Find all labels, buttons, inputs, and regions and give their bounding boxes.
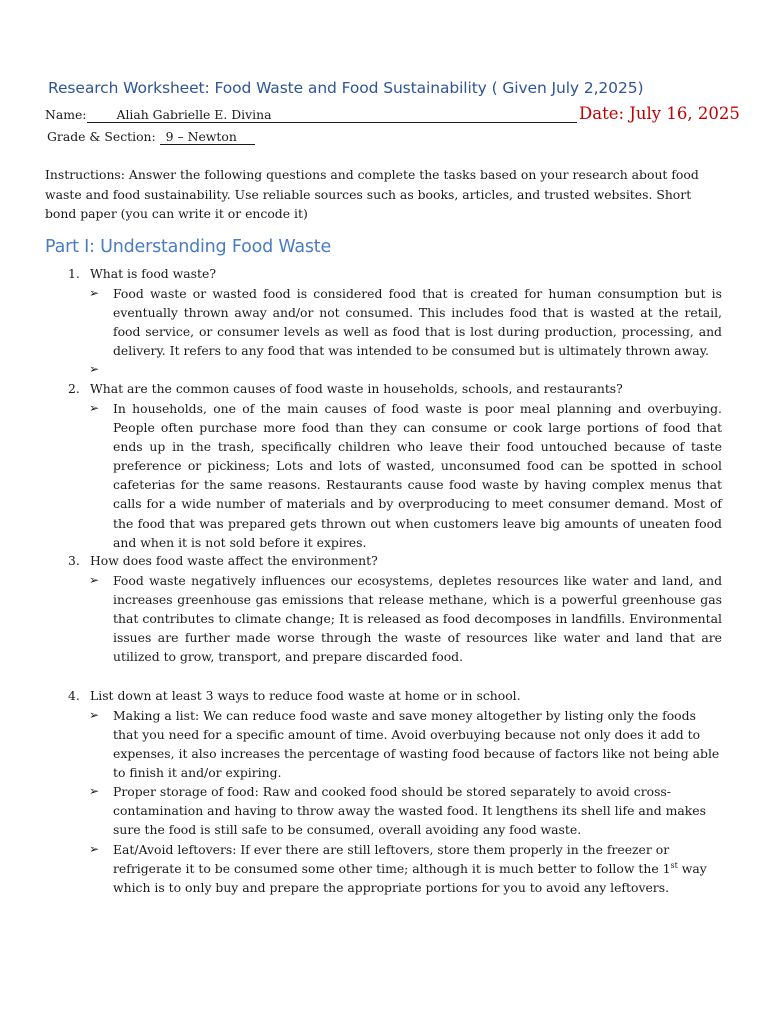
instructions: Instructions: Answer the following questions and complete the tasks based on your research about food waste and food sustainability. Use reliable sources such as books, articles, and trusted websites. Short bond paper (you can write it or encode it) <box>45 167 699 221</box>
answer-text: Food waste negatively influences our ecosystems, depletes resources like water and land, and increases greenhouse gas emissions that release methane, which is a powerful greenhouse gas that contributes to climate change; It is released as food decomposes in landfills. Environmental issues are further made worse through the waste of resources like water and land that are utilized to grow, transport, and prepare discarded food. <box>113 573 722 665</box>
answer-4-2 <box>89 782 722 839</box>
question-text: How does food waste affect the environment? <box>90 553 378 568</box>
answer-3-1 <box>89 571 722 666</box>
question-number: 1. <box>68 266 80 281</box>
answer-text <box>113 840 722 897</box>
bullet-arrow-icon: ➢ <box>89 362 100 376</box>
bullet-arrow-icon: ➢ <box>89 708 100 722</box>
bullet-arrow-icon: ➢ <box>89 842 100 856</box>
bullet-arrow-icon: ➢ <box>89 573 100 587</box>
name-row <box>45 107 577 123</box>
question-number: 4. <box>68 688 80 703</box>
bullet-arrow-icon: ➢ <box>89 286 100 300</box>
question-4 <box>68 688 521 703</box>
answer-text-part: Eat/Avoid leftovers: If ever there are still leftovers, store them properly in the freezer or refrigerate it to be consumed some other time; although it is much better to follow the 1 <box>113 842 671 877</box>
answer-text: In households, one of the main causes of food waste is poor meal planning and overbuying. People often purchase more food than they can consume or cook large portions of food that ends up in the trash, specifically children who leave their food untouched because of taste preference or pickiness; Lots and lots of wasted, unconsumed food can be spotted in school cafeterias for the same reasons. Restaurants cause food waste by having complex menus that calls for a wide number of materials and by overproducing to meet consumer demand. Most of the food that was prepared gets thrown out when customers leave big amounts of uneaten food and when it is not sold before it expires. <box>113 401 722 550</box>
answer-2-1 <box>89 399 722 552</box>
question-2 <box>68 381 623 396</box>
answer-text: Food waste or wasted food is considered food that is created for human consumption but is eventually thrown away and/or not consumed. This includes food that is wasted at the retail, food service, or consumer levels as well as food that is lost during production, processing, and delivery. It refers to any food that was intended to be consumed but is ultimately thrown away. <box>113 286 722 359</box>
answer-text: Making a list: We can reduce food waste and save money altogether by listing only the foods that you need for a specific amount of time. Avoid overbuying because not only does it add to expenses, it also increases the percentage of wasting food because of factors like not being able to finish it and/or expiring. <box>113 708 720 781</box>
question-number: 3. <box>68 553 80 568</box>
question-1 <box>68 266 216 281</box>
ordinal-suffix: st <box>670 860 678 870</box>
answer-4-1 <box>89 706 722 782</box>
name-label: Name: <box>45 107 87 122</box>
question-3 <box>68 553 378 568</box>
grade-row <box>47 129 255 145</box>
grade-value: 9 – Newton <box>165 129 237 144</box>
grade-field <box>160 129 255 145</box>
grade-label: Grade & Section: <box>47 129 156 144</box>
name-field <box>87 107 577 123</box>
question-text: List down at least 3 ways to reduce food waste at home or in school. <box>90 688 521 703</box>
date-label: Date: July 16, 2025 <box>579 104 740 123</box>
name-value: Aliah Gabrielle E. Divina <box>116 107 272 122</box>
question-number: 2. <box>68 381 80 396</box>
bullet-arrow-icon: ➢ <box>89 401 100 415</box>
answer-1-1 <box>89 284 722 360</box>
worksheet-title: Research Worksheet: Food Waste and Food Sustainability ( Given July 2,2025) <box>48 79 644 97</box>
question-text: What is food waste? <box>90 266 216 281</box>
answer-text-part: way which is to only buy and prepare the appropriate portions for you to avoid any leftovers. <box>113 861 707 896</box>
answer-text: Proper storage of food: Raw and cooked food should be stored separately to avoid cross-contamination and having to throw away the wasted food. It lengthens its shell life and makes sure the food is still safe to be consumed, overall avoiding any food waste. <box>113 784 706 838</box>
question-text: What are the common causes of food waste in households, schools, and restaurants? <box>90 381 623 396</box>
bullet-arrow-icon: ➢ <box>89 784 100 798</box>
part-heading: Part I: Understanding Food Waste <box>45 237 332 257</box>
answer-4-3 <box>89 840 722 897</box>
